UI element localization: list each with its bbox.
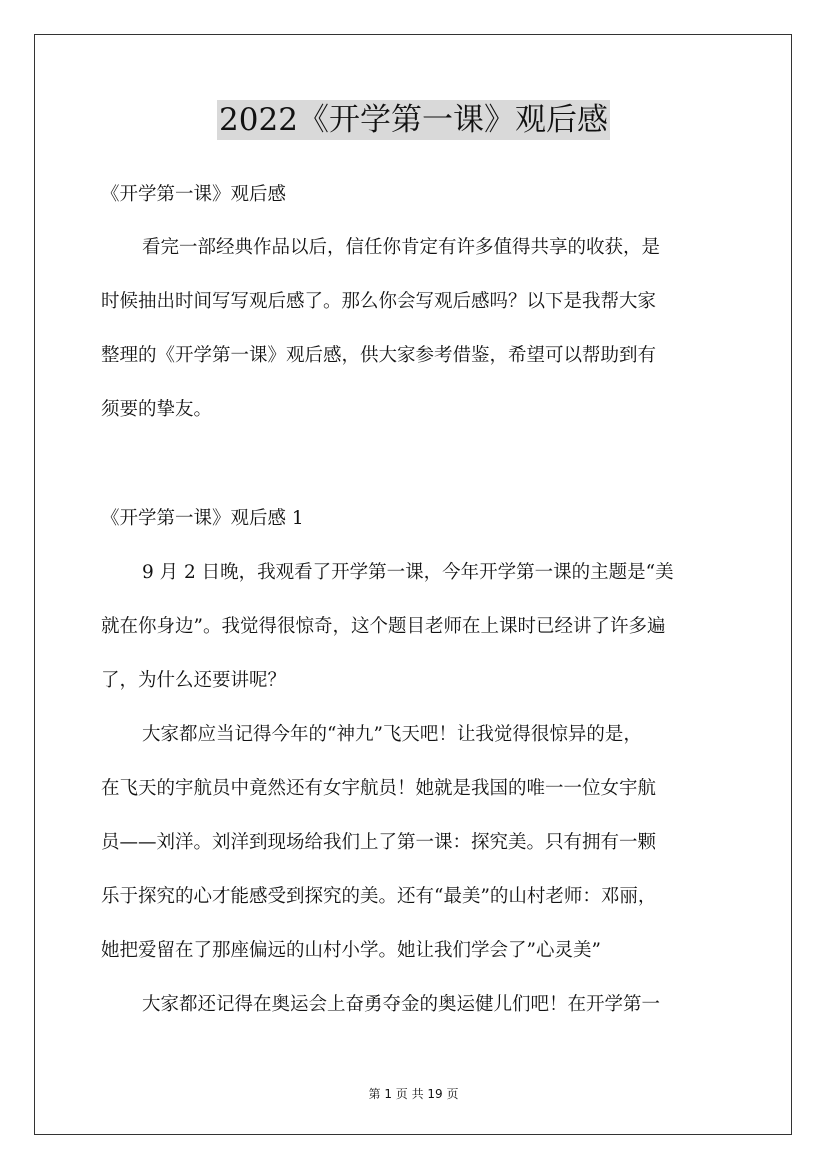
intro-line-3: 整理的《开学第一课》观后感，供大家参考借鉴，希望可以帮助到有 — [101, 345, 657, 366]
intro-line-2: 时候抽出时间写写观后感了。那么你会写观后感吗？以下是我帮大家 — [101, 291, 657, 312]
para1-line-1: 9 月 2 日晚，我观看了开学第一课，今年开学第一课的主题是“美 — [142, 562, 674, 583]
intro-line-1: 看完一部经典作品以后，信任你肯定有许多值得共享的收获，是 — [142, 237, 661, 258]
para2-line-4: 乐于探究的心才能感受到探究的美。还有“最美”的山村老师：邓丽， — [101, 886, 657, 907]
title-container — [0, 100, 827, 140]
document-subtitle: 《开学第一课》观后感 — [101, 184, 287, 205]
para2-line-3: 员——刘洋。刘洋到现场给我们上了第一课：探究美。只有拥有一颗 — [101, 832, 657, 853]
para2-line-5: 她把爱留在了那座偏远的山村小学。她让我们学会了”心灵美” — [101, 940, 601, 961]
para2-line-1: 大家都应当记得今年的“神九”飞天吧！让我觉得很惊异的是， — [142, 724, 642, 745]
document-title: 2022《开学第一课》观后感 — [219, 102, 608, 138]
section-heading-1: 《开学第一课》观后感 1 — [101, 508, 304, 529]
para2-line-2: 在飞天的宇航员中竟然还有女宇航员！她就是我国的唯一一位女宇航 — [101, 778, 657, 799]
page-footer: 第 1 页 共 19 页 — [368, 1087, 459, 1101]
para1-line-3: 了，为什么还要讲呢？ — [101, 670, 287, 691]
para1-line-2: 就在你身边”。我觉得很惊奇，这个题目老师在上课时已经讲了许多遍 — [101, 616, 666, 637]
intro-line-4: 须要的挚友。 — [101, 399, 213, 420]
para3-line-1: 大家都还记得在奥运会上奋勇夺金的奥运健儿们吧！在开学第一 — [142, 994, 661, 1015]
